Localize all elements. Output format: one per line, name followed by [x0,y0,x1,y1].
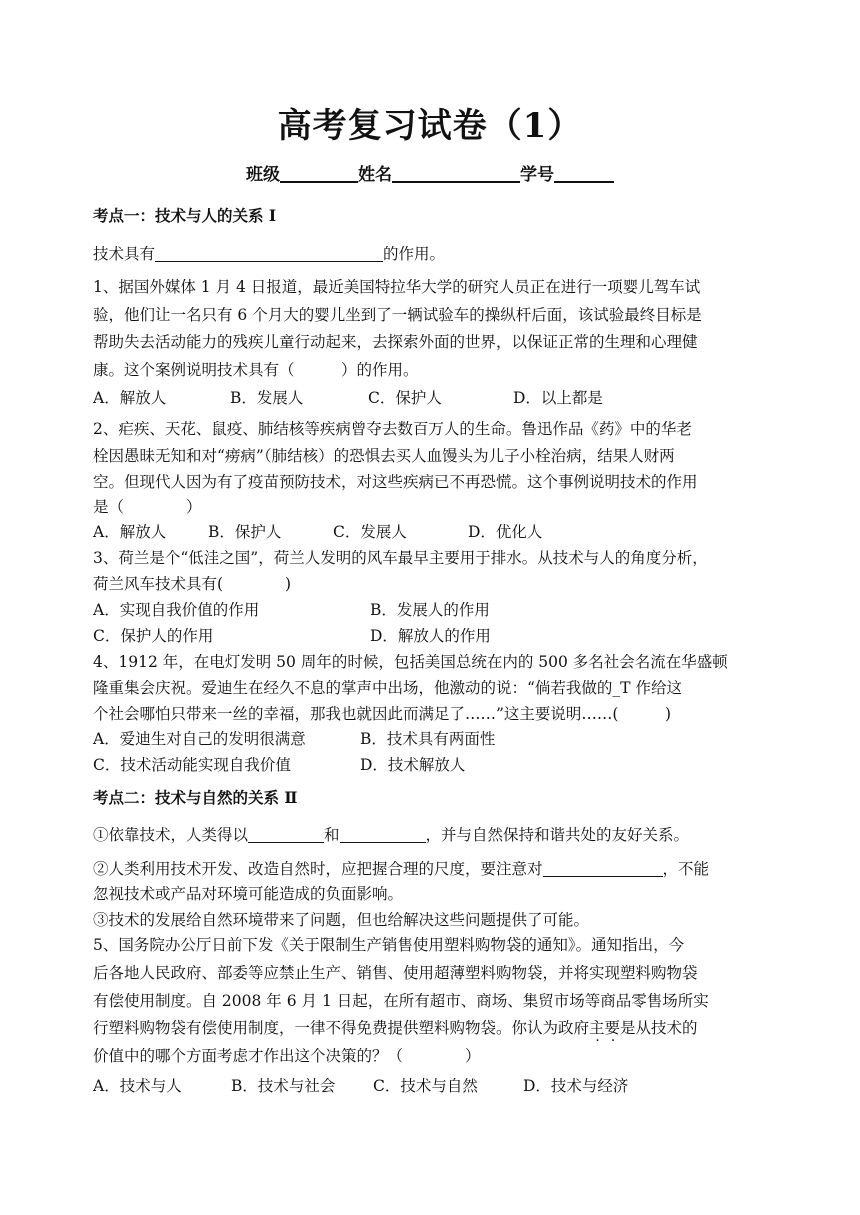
q3-option-a[interactable]: A．实现自我价值的作用 [93,601,260,619]
q5-line: 后各地人民政府、部委等应禁止生产、销售、使用超薄塑料购物袋，并将实现塑料购物袋 [93,964,698,982]
p1-text-a: ①依靠技术，人类得以 [93,826,249,844]
name-blank[interactable] [392,163,520,183]
q5-line: 有偿使用制度。自 2008 年 6 月 1 日起，在所有超市、商场、集贸市场等商品零售场所实 [93,992,709,1010]
emphasis-char: 要 [604,1019,621,1037]
fill-prefix: 技术具有 [93,245,156,263]
q4-option-a[interactable]: A．爱迪生对自己的发明很满意 [93,730,306,748]
q2-option-b[interactable]: B．保护人 [208,523,282,541]
p3-line: ③技术的发展给自然环境带来了问题，但也给解决这些问题提供了可能。 [93,911,590,929]
fill-line-3 [93,857,709,879]
q2-option-d[interactable]: D．优化人 [468,523,543,541]
q5-line: 5、国务院办公厅日前下发《关于限制生产销售使用塑料购物袋的通知》。通知指出，今 [93,936,685,954]
p2-text-b: ，不能 [662,860,710,878]
fill-suffix: 的作用。 [383,245,446,263]
q1-line: 康。这个案例说明技术具有（ ）的作用。 [93,361,419,379]
q2-option-a[interactable]: A．解放人 [93,523,167,541]
q5-line4-text-a: 行塑料购物袋有偿使用制度，一律不得免费提供塑料购物袋。你认为政府 [93,1019,590,1037]
fill-blank-role[interactable] [155,245,383,262]
q2-line: 空。但现代人因为有了疫苗预防技术，对这些疾病已不再恐慌。这个事例说明技术的作用 [93,473,698,491]
p2-line-2: 忽视技术或产品对环境可能造成的负面影响。 [93,885,404,903]
student-info-line [0,160,860,185]
fill-blank-p1-2[interactable] [340,826,426,843]
q5-option-b[interactable]: B．技术与社会 [231,1077,336,1095]
q3-line: 荷兰风车技术具有( ) [93,575,292,593]
emphasis-char: 主 [589,1019,605,1037]
q4-option-d[interactable]: D．技术解放人 [360,756,466,774]
q5-option-c[interactable]: C．技术与自然 [373,1077,478,1095]
q1-option-a[interactable]: A．解放人 [93,389,167,407]
fill-blank-p1-1[interactable] [248,826,324,843]
q1-line: 验，他们让一名只有 6 个月大的婴儿坐到了一辆试验车的操纵杆后面，该试验最终目标是 [93,306,702,324]
q1-option-c[interactable]: C．保护人 [368,389,442,407]
q1-option-d[interactable]: D．以上都是 [513,389,603,407]
p2-text-a: ②人类利用技术开发、改造自然时，应把握合理的尺度，要注意对 [93,860,543,878]
name-label: 姓名 [358,165,392,185]
page-title: 高考复习试卷（1） [277,106,583,146]
p1-text-c: ，并与自然保持和谐共处的友好关系。 [425,826,690,844]
class-blank[interactable] [280,163,358,183]
q4-option-c[interactable]: C．技术活动能实现自我价值 [93,756,291,774]
q3-line: 3、荷兰是个“低洼之国”，荷兰人发明的风车最早主要用于排水。从技术与人的角度分析， [93,549,708,567]
q5-option-d[interactable]: D．技术与经济 [523,1077,629,1095]
q5-option-a[interactable]: A．技术与人 [93,1077,182,1095]
fill-line-2 [93,823,689,845]
q5-line: 价值中的哪个方面考虑才作出这个决策的？（ ） [93,1047,481,1065]
q3-option-d[interactable]: D．解放人的作用 [370,627,491,645]
q2-option-c[interactable]: C．发展人 [333,523,407,541]
q4-line: 个社会哪怕只带来一丝的幸福，那我也就因此而满足了……”这主要说明……( ) [93,705,672,723]
q1-option-b[interactable]: B．发展人 [230,389,304,407]
id-blank[interactable] [554,163,614,183]
q1-line: 帮助失去活动能力的残疾儿童行动起来，去探索外面的世界，以保证正常的生理和心理健 [93,333,698,351]
q2-line: 2、疟疾、天花、鼠疫、肺结核等疾病曾夺去数百万人的生命。鲁迅作品《药》中的华老 [93,420,692,438]
p1-text-b: 和 [324,826,340,844]
fill-line-1 [93,242,445,264]
id-label: 学号 [520,165,554,185]
q2-line: 栓因愚昧无知和对“痨病”（肺结核）的恐惧去买人血馒头为儿子小栓治病，结果人财两 [93,447,675,465]
q4-line: 隆重集会庆祝。爱迪生在经久不息的掌声中出场，他激动的说：“倘若我做的_T 作给这 [93,679,682,697]
section-heading-1: 考点一：技术与人的关系 Ⅰ [93,206,277,225]
q3-option-c[interactable]: C．保护人的作用 [93,627,214,645]
q3-option-b[interactable]: B．发展人的作用 [370,601,490,619]
fill-blank-p2[interactable] [543,860,663,877]
class-label: 班级 [246,165,280,185]
section-heading-2: 考点二：技术与自然的关系 Ⅱ [93,788,298,807]
q1-line: 1、据国外媒体 1 月 4 日报道，最近美国特拉华大学的研究人员正在进行一项婴儿驾车试 [93,278,701,296]
q5-line-4 [93,1016,698,1038]
q4-option-b[interactable]: B．技术具有两面性 [360,730,496,748]
q2-line: 是（ ） [93,498,202,516]
q5-line4-text-b: 是从技术的 [620,1019,698,1037]
q4-line: 4、1912 年，在电灯发明 50 周年的时候，包括美国总统在内的 500 多名社会名流在华盛顿 [93,653,728,671]
